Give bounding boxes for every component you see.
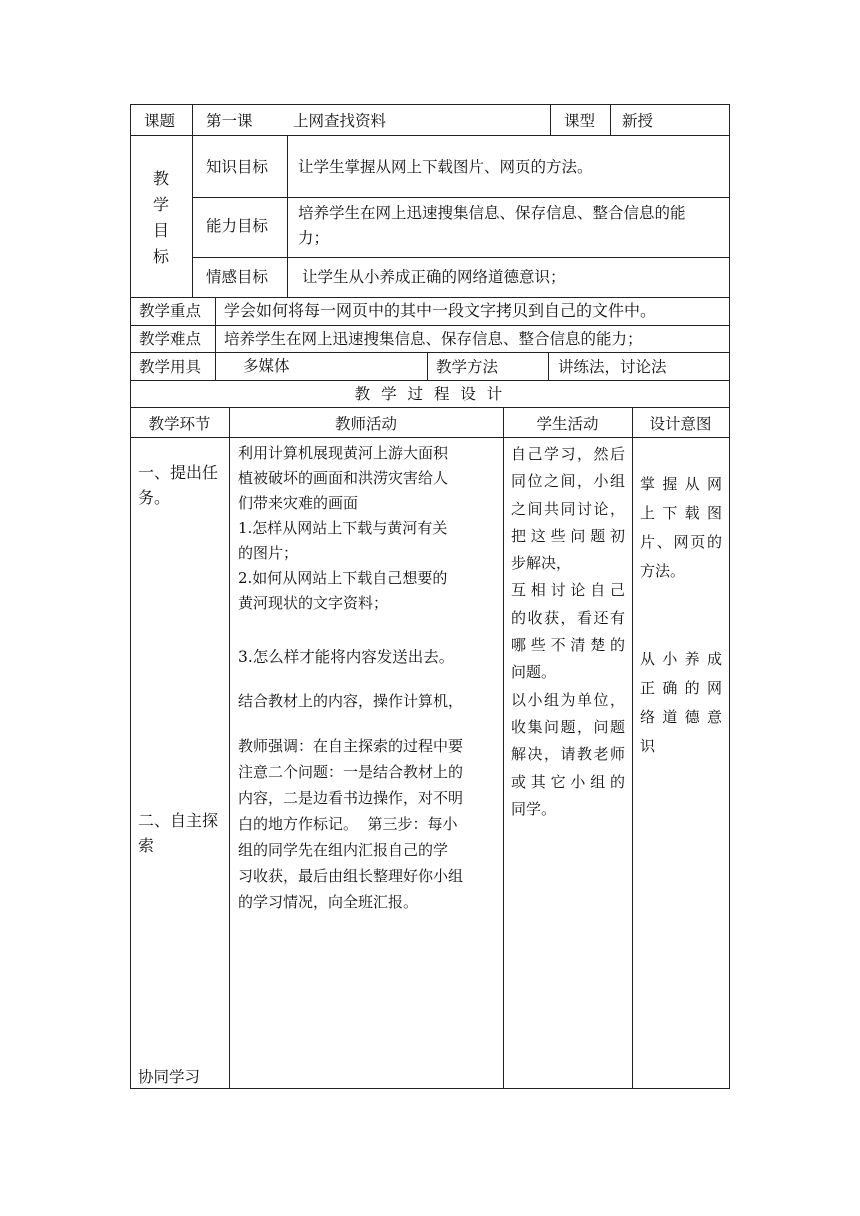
knowledge-goal-label: 知识目标 <box>206 158 269 176</box>
table-border <box>130 380 730 381</box>
teacher-activity-p1: 利用计算机展现黄河上游大面积 植被破坏的画面和洪涝灾害给人 们带来灾难的画面 1.怎样从网站上下载与黄河有关 的图片； 2.如何从网站上下载自己想要的 黄河现状的文字资料； <box>238 444 449 612</box>
emotion-goal-text: 让学生从小养成正确的网络道德意识； <box>302 268 566 286</box>
process-title: 教 学 过 程 设 计 <box>354 385 506 403</box>
key-point-text: 学会如何将每一网页中的其中一段文字拷贝到自己的文件中。 <box>224 301 657 320</box>
table-border <box>130 325 730 326</box>
table-border <box>192 104 193 135</box>
teacher-activity-p2: 3.怎么样才能将内容发送出去。 <box>238 648 455 666</box>
student-activity: 自己学习，然后 同位之间，小组 之间共同讨论， 把这些问题初 步解决， 互相讨论自己 的收获，看还有 哪些不清楚的 问题。 以小组为单位， 收集问题，问题 解决，请教老师 或其它小组的 同学。 <box>511 445 625 818</box>
intent-header: 设计意图 <box>649 415 712 433</box>
stage-header: 教学环节 <box>148 415 211 433</box>
stage-3: 协同学习 <box>138 1068 201 1086</box>
table-border <box>215 297 216 352</box>
table-border <box>130 1088 730 1089</box>
stage-2-line1: 二、自主探 <box>138 811 219 830</box>
stage-1-line1: 一、提出任 <box>138 463 219 482</box>
table-border <box>130 135 730 136</box>
table-border <box>130 104 131 1089</box>
table-border <box>287 135 288 297</box>
table-border <box>215 352 216 380</box>
table-border <box>427 352 428 380</box>
table-border <box>550 104 551 135</box>
table-border <box>632 407 633 1088</box>
table-border <box>729 104 730 1089</box>
key-point-label: 教学重点 <box>139 302 202 320</box>
table-border <box>130 104 730 105</box>
lesson-number: 第一课 <box>206 112 253 130</box>
student-header: 学生活动 <box>536 415 599 433</box>
ability-goal-label: 能力目标 <box>206 217 269 235</box>
ke-xing-value: 新授 <box>622 112 654 130</box>
objectives-label: 教 学 目 标 <box>152 169 169 266</box>
difficulty-text: 培养学生在网上迅速搜集信息、保存信息、整合信息的能力； <box>224 330 643 348</box>
method-label: 教学方法 <box>436 358 499 376</box>
table-border <box>130 352 730 353</box>
table-border <box>130 407 730 408</box>
table-border <box>130 297 730 298</box>
stage-2-line2: 索 <box>138 836 155 855</box>
table-border <box>130 437 730 438</box>
lesson-title: 上网查找资料 <box>293 112 387 130</box>
table-border <box>192 197 730 198</box>
ability-goal-text-line1: 培养学生在网上迅速搜集信息、保存信息、整合信息的能 <box>298 204 686 222</box>
ability-goal-text-line2: 力； <box>298 229 330 247</box>
table-border <box>229 407 230 1088</box>
teacher-header: 教师活动 <box>334 415 397 433</box>
method-value: 讲练法，讨论法 <box>558 358 667 376</box>
stage-1-line2: 务。 <box>138 488 171 507</box>
intent-a: 掌握从网 上下载图 片、网页的 方法。 <box>640 475 722 580</box>
emotion-goal-label: 情感目标 <box>206 268 269 286</box>
teacher-activity-p3: 结合教材上的内容，操作计算机， <box>238 692 464 710</box>
table-border <box>192 135 193 297</box>
teacher-activity-p4: 教师强调：在自主探索的过程中要 注意二个问题：一是结合教材上的 内容，二是边看书边操作，对不明 白的地方作标记。 第三步：每小 组的同学先在组内汇报自己的学 习收获，最后由组长整理好你小组 的学习情况，向全班汇报。 <box>238 737 464 911</box>
table-border <box>192 257 730 258</box>
tools-label: 教学用具 <box>139 358 202 376</box>
knowledge-goal-text: 让学生掌握从网上下载图片、网页的方法。 <box>298 158 593 176</box>
table-border <box>503 407 504 1088</box>
intent-b: 从小养成 正确的网 络道德意 识 <box>640 650 722 755</box>
ke-xing-label: 课型 <box>564 112 596 130</box>
tools-value: 多媒体 <box>243 357 290 375</box>
difficulty-label: 教学难点 <box>139 330 202 348</box>
table-border <box>548 352 549 380</box>
table-border <box>610 104 611 135</box>
ke-ti-label: 课题 <box>144 112 176 130</box>
